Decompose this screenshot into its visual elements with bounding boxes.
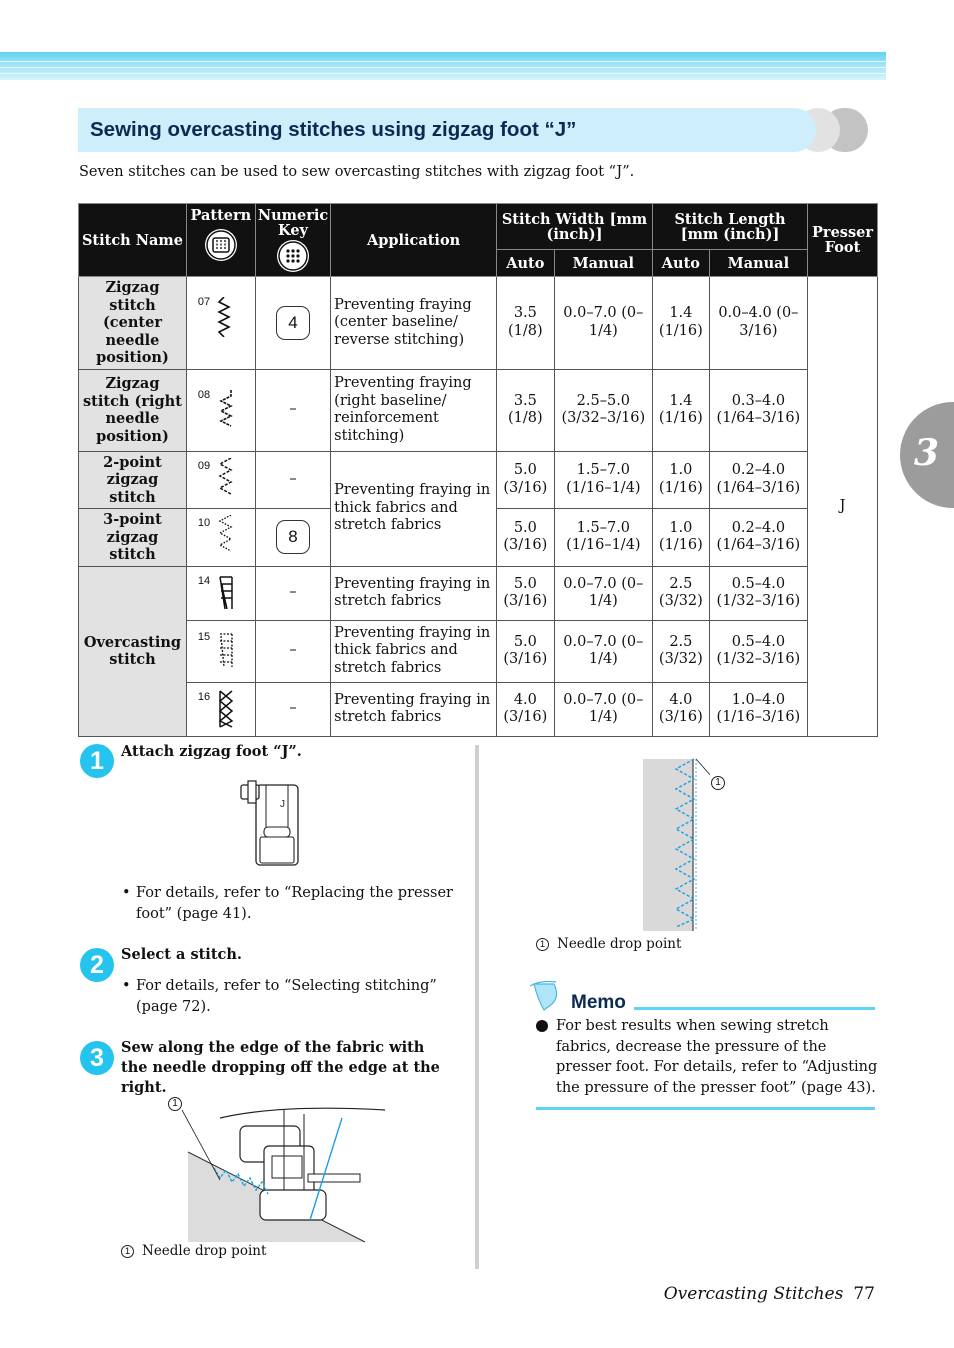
needle-drop-caption: 1 Needle drop point [536, 936, 681, 952]
stitch-name: 3-point zigzag stitch [79, 509, 187, 567]
chapter-number: 3 [914, 432, 940, 474]
header-length-auto: Auto [653, 250, 710, 277]
footer-section: Overcasting Stitches [663, 1284, 844, 1304]
numeric-key-cell: – [255, 451, 330, 509]
memo-text: For best results when sewing stretch fabrics, decrease the pressure of the presser foot. For details, refer to “Adjusting the pressure of the presser foot” (page 43). [556, 1018, 878, 1096]
header-band [0, 52, 886, 80]
stitch-name: Zigzag stitch (right needle position) [79, 369, 187, 451]
table-row [79, 369, 878, 451]
numeric-key-cell: – [255, 566, 330, 620]
pattern-number: 10 [197, 517, 211, 529]
width-auto: 5.0 (3/16) [496, 451, 554, 509]
width-manual: 0.0–7.0 (0–1/4) [554, 682, 652, 736]
pattern-cell [186, 369, 255, 451]
numeric-key-cell: – [255, 682, 330, 736]
zigzag-right-stitch-icon [217, 390, 235, 430]
pattern-number: 08 [197, 388, 211, 401]
pattern-number: 09 [197, 459, 211, 472]
pattern-cell [186, 682, 255, 736]
width-auto: 3.5 (1/8) [496, 369, 554, 451]
width-auto: 5.0 (3/16) [496, 509, 554, 567]
stitch-name: 2-point zigzag stitch [79, 451, 187, 509]
foot-label: J [280, 799, 285, 810]
step-2-bullet: • For details, refer to “Selecting stitching” (page 72). [122, 978, 437, 1015]
step-number: 2 [80, 948, 114, 982]
numeric-key-cell [255, 277, 330, 370]
overcasting-thick-stitch-icon [217, 631, 235, 671]
width-manual: 2.5–5.0 (3/32–3/16) [554, 369, 652, 451]
numeric-key-cell [255, 509, 330, 567]
width-auto: 4.0 (3/16) [496, 682, 554, 736]
page-number: 77 [853, 1284, 875, 1304]
pattern-cell [186, 451, 255, 509]
fabric-edge-illustration [640, 755, 710, 933]
memo-rule [634, 1007, 875, 1010]
width-auto: 5.0 (3/16) [496, 620, 554, 682]
width-manual: 1.5–7.0 (1/16–1/4) [554, 509, 652, 567]
pattern-number: 16 [197, 690, 211, 703]
application: Preventing fraying (center baseline/ reverse stitching) [331, 277, 497, 370]
width-auto: 3.5 (1/8) [496, 277, 554, 370]
pattern-cell [186, 620, 255, 682]
step-number: 3 [80, 1041, 114, 1075]
numeric-key-icon [277, 240, 309, 272]
zigzag-foot-illustration [238, 779, 304, 867]
application: Preventing fraying in stretch fabrics [331, 682, 497, 736]
step-label: Attach zigzag foot “J”. [121, 743, 302, 760]
header-length-manual: Manual [709, 250, 807, 277]
header-width-auto: Auto [496, 250, 554, 277]
pattern-cell [186, 509, 255, 567]
page-footer [664, 1284, 875, 1304]
stitch-name: Zigzag stitch (center needle position) [79, 277, 187, 370]
width-auto: 5.0 (3/16) [496, 566, 554, 620]
length-auto: 4.0 (3/16) [653, 682, 710, 736]
overcasting-stitch-icon [217, 575, 235, 613]
length-auto: 1.4 (1/16) [653, 369, 710, 451]
application: Preventing fraying in thick fabrics and stretch fabrics [331, 620, 497, 682]
length-manual: 0.3–4.0 (1/64–3/16) [709, 369, 807, 451]
header-numeric-key: Numeric Key [255, 204, 330, 277]
pattern-button-icon [205, 229, 237, 261]
step-label: Sew along the edge of the fabric with the needle dropping off the edge at the right. [121, 1039, 440, 1096]
pattern-cell [186, 566, 255, 620]
width-manual: 0.0–7.0 (0–1/4) [554, 566, 652, 620]
length-manual: 0.5–4.0 (1/32–3/16) [709, 620, 807, 682]
pattern-number: 15 [197, 630, 211, 643]
two-point-zigzag-icon [217, 458, 235, 498]
length-manual: 0.2–4.0 (1/64–3/16) [709, 509, 807, 567]
cross-overcasting-stitch-icon [217, 689, 235, 729]
header-stitch-width: Stitch Width [mm (inch)] [496, 204, 652, 250]
presser-foot-value: J [808, 277, 878, 737]
numeric-key-cell: – [255, 620, 330, 682]
header-application: Application [331, 204, 497, 277]
step-1-bullet: • For details, refer to “Replacing the presser foot” (page 41). [122, 885, 453, 922]
callout-1: 1 [168, 1097, 182, 1111]
memo-icon [528, 980, 562, 1012]
header-stitch-length: Stitch Length [mm (inch)] [653, 204, 808, 250]
zigzag-stitch-icon [217, 297, 231, 337]
length-auto: 1.0 (1/16) [653, 509, 710, 567]
application: Preventing fraying in stretch fabrics [331, 566, 497, 620]
sewing-illustration [180, 1090, 390, 1246]
length-auto: 2.5 (3/32) [653, 620, 710, 682]
length-auto: 2.5 (3/32) [653, 566, 710, 620]
length-manual: 0.0–4.0 (0–3/16) [709, 277, 807, 370]
memo-bullet [536, 1020, 548, 1032]
intro-text: Seven stitches can be used to sew overcasting stitches with zigzag foot “J”. [79, 164, 635, 180]
step-number: 1 [80, 744, 114, 778]
header-pattern: Pattern [186, 204, 255, 277]
three-point-zigzag-icon [217, 515, 235, 555]
length-auto: 1.4 (1/16) [653, 277, 710, 370]
step-label: Select a stitch. [121, 946, 242, 963]
numeric-key-8: 8 [276, 520, 310, 554]
pattern-cell [186, 277, 255, 370]
table-row [79, 451, 878, 509]
width-manual: 1.5–7.0 (1/16–1/4) [554, 451, 652, 509]
length-manual: 0.2–4.0 (1/64–3/16) [709, 451, 807, 509]
width-manual: 0.0–7.0 (0–1/4) [554, 277, 652, 370]
numeric-key-cell: – [255, 369, 330, 451]
length-manual: 0.5–4.0 (1/32–3/16) [709, 566, 807, 620]
stitch-name: Overcasting stitch [79, 566, 187, 736]
width-manual: 0.0–7.0 (0–1/4) [554, 620, 652, 682]
header-stitch-name: Stitch Name [79, 204, 187, 277]
column-divider [475, 745, 479, 1269]
application: Preventing fraying in thick fabrics and stretch fabrics [331, 451, 497, 566]
application: Preventing fraying (right baseline/ reinforcement stitching) [331, 369, 497, 451]
memo-rule [536, 1107, 875, 1110]
table-row [79, 566, 878, 620]
stitch-table [78, 203, 878, 737]
length-manual: 1.0–4.0 (1/16–3/16) [709, 682, 807, 736]
length-auto: 1.0 (1/16) [653, 451, 710, 509]
callout-1: 1 [711, 776, 725, 790]
pattern-number: 14 [197, 574, 211, 587]
header-presser-foot: Presser Foot [808, 204, 878, 277]
table-row [79, 277, 878, 370]
memo-title: Memo [571, 992, 626, 1013]
table-row [79, 620, 878, 682]
header-width-manual: Manual [554, 250, 652, 277]
section-title: Sewing overcasting stitches using zigzag foot “J” [90, 118, 577, 141]
needle-drop-caption: 1 Needle drop point [121, 1243, 266, 1259]
pattern-number: 07 [197, 296, 211, 308]
table-row [79, 682, 878, 736]
numeric-key-4: 4 [276, 306, 310, 340]
